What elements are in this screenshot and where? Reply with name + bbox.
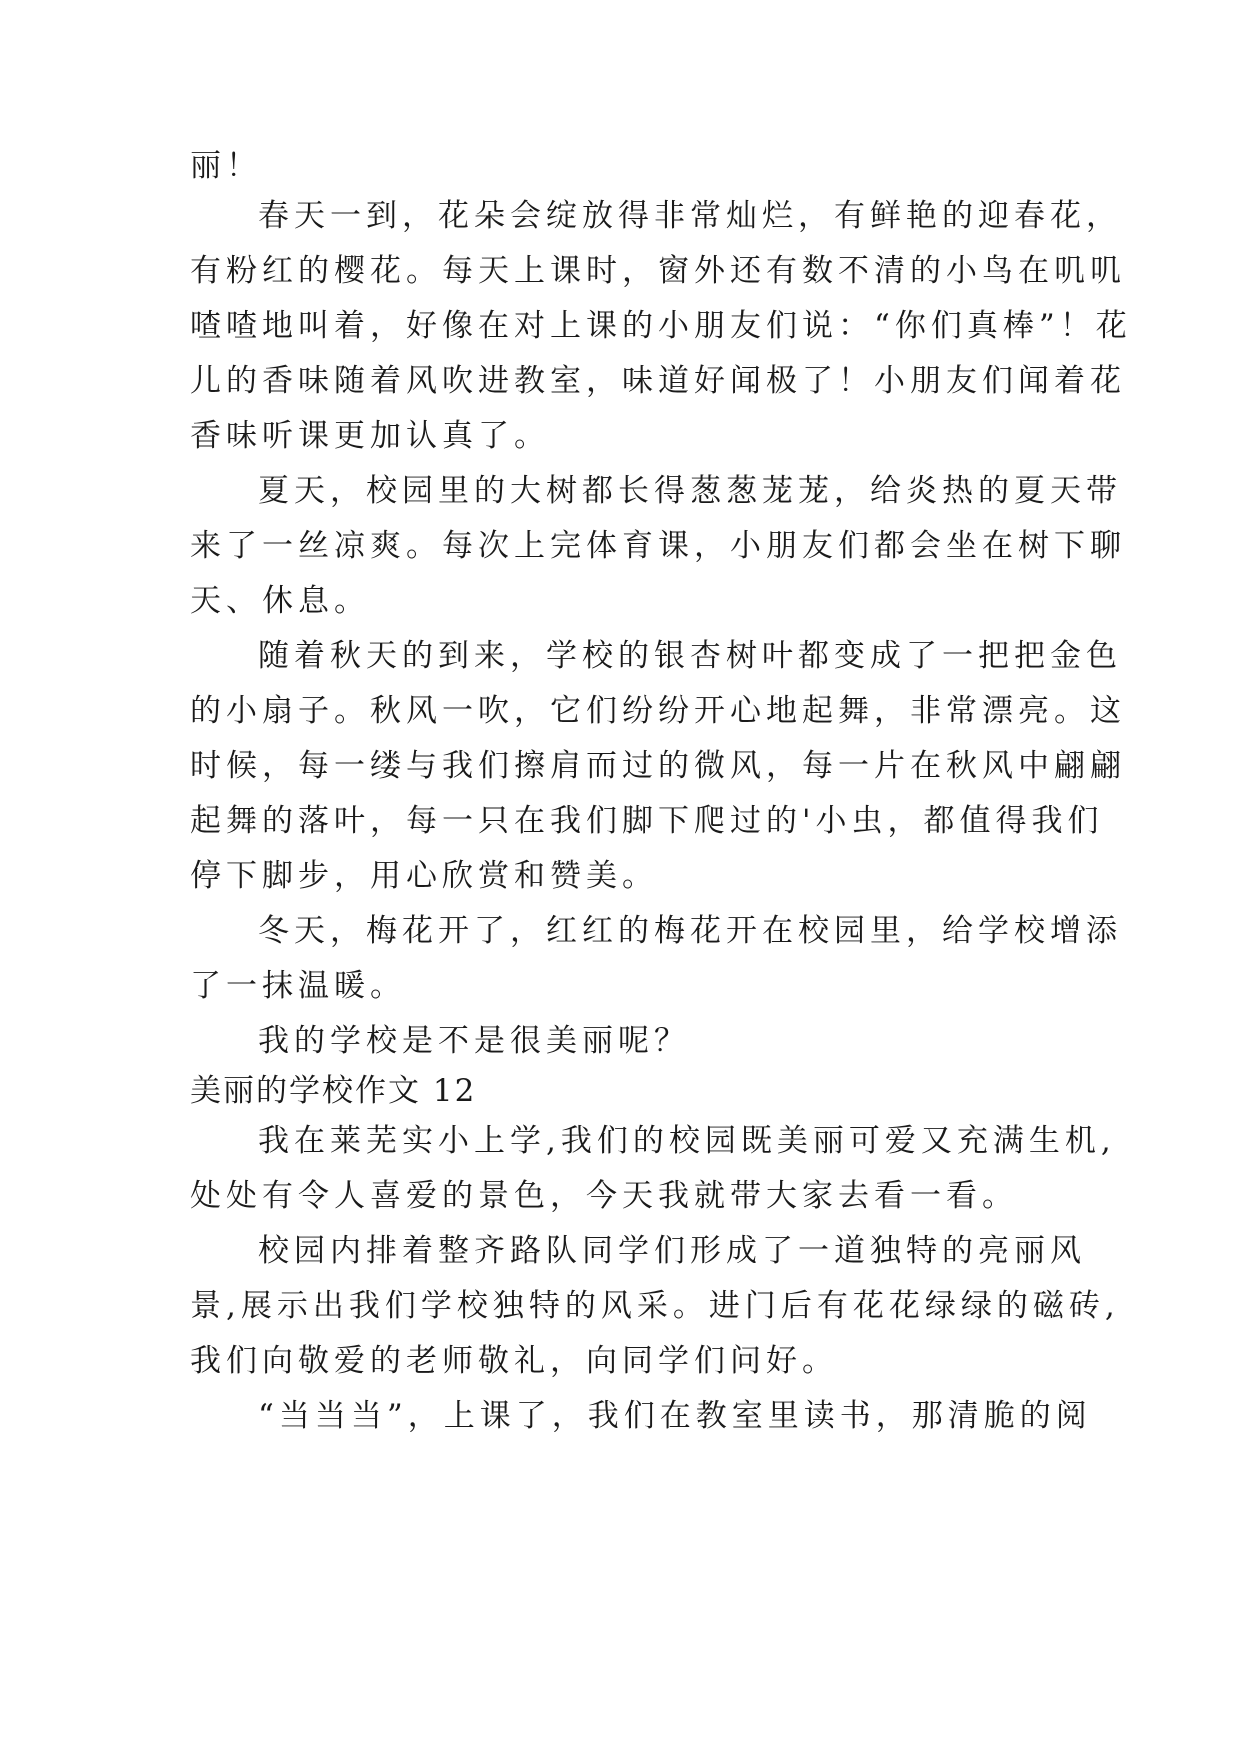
text-line: 我的学校是不是很美丽呢？ xyxy=(258,1023,690,1059)
text-line: 了一抹温暖。 xyxy=(190,968,406,1004)
text-line: 我在莱芜实小上学,我们的校园既美丽可爱又充满生机, xyxy=(258,1123,1116,1159)
text-line: “当当当”，上课了，我们在教室里读书，那清脆的阅 xyxy=(258,1398,1092,1434)
text-line: 有粉红的樱花。每天上课时，窗外还有数不清的小鸟在叽叽 xyxy=(190,253,1126,289)
text-line: 丽！ xyxy=(190,148,262,184)
text-line: 处处有令人喜爱的景色，今天我就带大家去看一看。 xyxy=(190,1178,1018,1214)
text-line: 春天一到，花朵会绽放得非常灿烂，有鲜艳的迎春花， xyxy=(258,198,1122,234)
text-line: 随着秋天的到来，学校的银杏树叶都变成了一把把金色 xyxy=(258,638,1122,674)
text-line: 来了一丝凉爽。每次上完体育课，小朋友们都会坐在树下聊 xyxy=(190,528,1126,564)
text-line: 校园内排着整齐路队同学们形成了一道独特的亮丽风 xyxy=(258,1233,1086,1269)
text-line: 时候，每一缕与我们擦肩而过的微风，每一片在秋风中翩翩 xyxy=(190,748,1126,784)
text-line: 喳喳地叫着，好像在对上课的小朋友们说：“你们真棒”！花 xyxy=(190,308,1132,344)
text-line: 香味听课更加认真了。 xyxy=(190,418,550,454)
text-line: 景,展示出我们学校独特的风采。进门后有花花绿绿的磁砖, xyxy=(190,1288,1120,1324)
text-line: 儿的香味随着风吹进教室，味道好闻极了！小朋友们闻着花 xyxy=(190,363,1126,399)
text-line: 冬天，梅花开了，红红的梅花开在校园里，给学校增添 xyxy=(258,913,1122,949)
text-line: 夏天，校园里的大树都长得葱葱茏茏，给炎热的夏天带 xyxy=(258,473,1122,509)
text-line: 天、休息。 xyxy=(190,583,370,619)
section-heading: 美丽的学校作文 12 xyxy=(190,1073,477,1109)
text-line: 起舞的落叶，每一只在我们脚下爬过的'小虫，都值得我们 xyxy=(190,803,1104,839)
text-line: 的小扇子。秋风一吹，它们纷纷开心地起舞，非常漂亮。这 xyxy=(190,693,1126,729)
text-line: 我们向敬爱的老师敬礼，向同学们问好。 xyxy=(190,1343,838,1379)
text-line: 停下脚步，用心欣赏和赞美。 xyxy=(190,858,658,894)
